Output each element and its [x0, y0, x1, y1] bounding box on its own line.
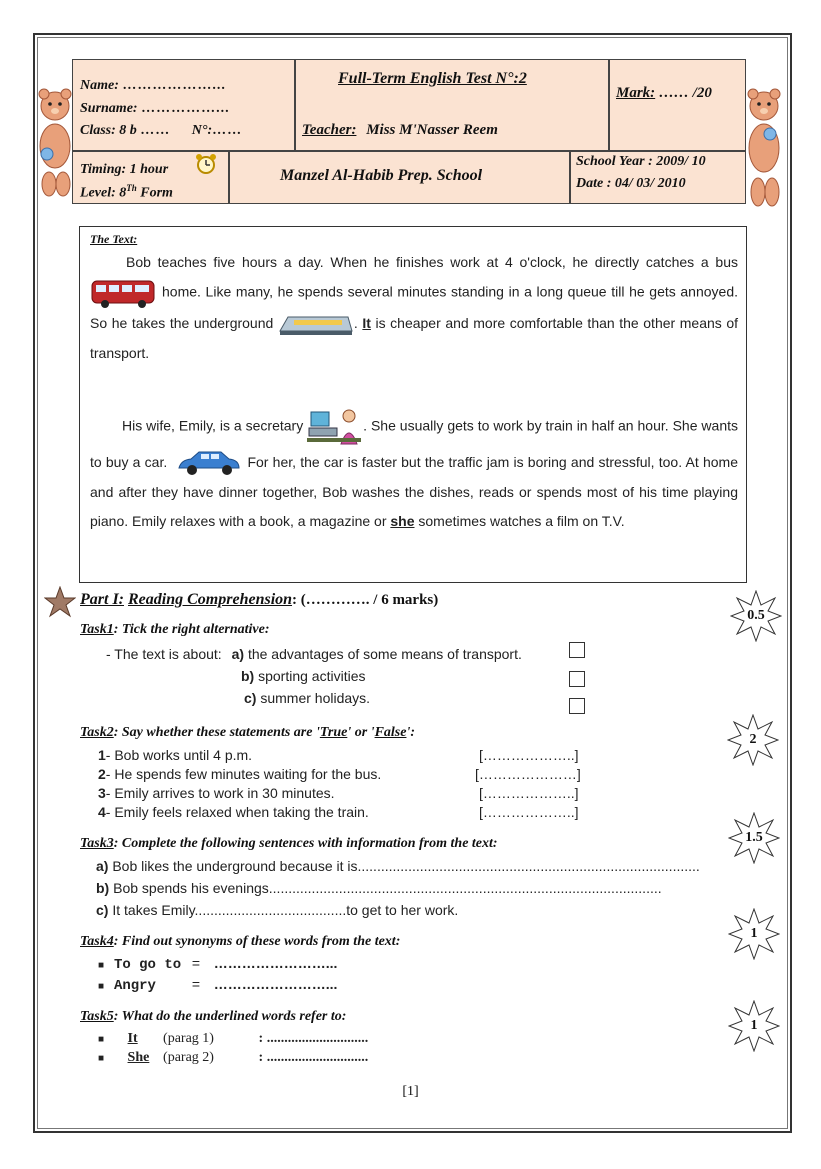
mark-badge-value: 1	[750, 926, 758, 941]
sentence-text: Bob likes the underground because it is........................................................................................	[112, 858, 700, 874]
p1-part-b: home. Like many, he spends several minutes standing in a long queue till he gets annoyed. So he takes the underground	[90, 283, 738, 331]
task-3-heading	[80, 836, 498, 852]
task-1-title: : Tick the right alternative:	[113, 622, 270, 637]
sentence-text: It takes Emily.......................................to get to her work.	[112, 902, 459, 918]
text-title: The Text:	[90, 232, 138, 246]
bus-icon	[90, 277, 158, 309]
synonym-word: Angry	[113, 978, 156, 994]
statement-num: 3	[98, 785, 106, 801]
alarm-clock-icon	[194, 152, 218, 176]
statement-row	[98, 804, 369, 820]
class-label: Class: 8 b	[80, 123, 137, 138]
option-c-row	[244, 690, 370, 706]
complete-sentence-row[interactable]	[96, 880, 662, 896]
mark-badge	[728, 1000, 780, 1052]
page-number: [1]	[402, 1084, 419, 1099]
mark-badge-value: 2	[749, 732, 757, 747]
task-2-false: False	[374, 725, 407, 740]
task-4-title: : Find out synonyms of these words from the text:	[113, 934, 401, 949]
mark-label: Mark:	[616, 85, 656, 101]
star-icon	[44, 586, 76, 618]
level-form: Form	[140, 185, 173, 201]
statement-num: 4	[98, 804, 106, 820]
school-year: School Year : 2009/ 10	[576, 154, 706, 169]
statement-text: - Bob works until 4 p.m.	[105, 747, 253, 763]
statement-text: - Emily feels relaxed when taking the train.	[105, 804, 369, 820]
synonym-row: ■ Angry = ……………………...	[98, 976, 338, 994]
mark-badge	[728, 908, 780, 960]
task-1-heading	[80, 622, 270, 638]
school-name: Manzel Al-Habib Prep. School	[280, 167, 483, 184]
part-1-title: Reading Comprehension	[128, 591, 293, 608]
reference-row: ■ It (parag 1) : .............................	[98, 1031, 369, 1046]
task-2-title-c: ':	[406, 725, 416, 740]
secretary-icon	[307, 406, 363, 448]
surname-line	[80, 101, 230, 117]
option-b-text: sporting activities	[258, 668, 366, 684]
reference-answer[interactable]: : .............................	[258, 1031, 369, 1046]
name-field[interactable]: ………………...	[122, 78, 226, 93]
surname-field[interactable]: ……………...	[141, 101, 230, 116]
option-b-checkbox[interactable]	[569, 671, 585, 687]
teddy-bear-left-icon	[35, 84, 75, 204]
teddy-bear-right-icon	[744, 84, 784, 219]
teacher-line	[302, 122, 498, 139]
synonym-equals: =	[191, 955, 201, 971]
underlined-it: It	[362, 315, 371, 331]
mark-badge-value: 1	[750, 1018, 758, 1033]
mark-badge-value: 1.5	[745, 830, 763, 845]
sentence-letter: a)	[96, 858, 109, 874]
statement-num: 2	[98, 766, 106, 782]
task-4-heading	[80, 934, 400, 950]
paragraph-2: His wife, Emily, is a secretary . She usually gets to work by train in half an hour. She wants to buy a car. For her, the car is faster but the traffic jam is boring and stressful, too. At home and after they have dinner together, Bob washes the dishes, reads or spends most of his time playing piano. Emily relaxes with a book, a magazine or she sometimes watches a film on T.V.	[90, 406, 738, 536]
header-mark-box	[609, 59, 746, 151]
mark-badge	[730, 590, 782, 642]
task-3-title: : Complete the following sentences with information from the text:	[113, 836, 498, 851]
statement-row	[98, 766, 381, 782]
option-b-row	[241, 668, 366, 684]
test-date: Date : 04/ 03/ 2010	[576, 176, 686, 191]
reference-parag: (parag 1)	[163, 1031, 214, 1046]
option-a-letter: a)	[231, 646, 245, 662]
mark-badge-value: 0.5	[747, 608, 765, 623]
task-1-intro: - The text is about:	[106, 646, 222, 662]
task-2-label: Task2	[80, 725, 114, 740]
name-line	[80, 78, 226, 94]
part-1-label: Part I:	[80, 591, 124, 608]
task-3-label: Task3	[80, 836, 114, 851]
test-title: Full-Term English Test N°:2	[338, 70, 527, 87]
surname-label: Surname:	[80, 101, 138, 116]
p2-part-b: She usually gets to work by train in half an hour. She wants to buy a car.	[90, 417, 739, 470]
level-text	[80, 183, 173, 202]
option-b-letter: b)	[241, 668, 255, 684]
option-c-text: summer holidays.	[260, 690, 371, 706]
paragraph-1: Bob teaches five hours a day. When he finishes work at 4 o'clock, he directly catches a bus home. Like many, he spends several minutes standing in a long queue till he gets annoyed. So he takes the underground . It is cheaper and more comfortable than the other means of transport.	[90, 254, 739, 362]
synonym-word: To go to	[113, 957, 182, 973]
part-1-marks: : (…………. / 6 marks)	[292, 592, 439, 608]
p1-part-c: is cheaper and more comfortable than the other means of transport.	[90, 315, 739, 362]
statement-row	[98, 747, 252, 763]
teacher-label: Teacher:	[302, 122, 357, 138]
level-label: Level: 8	[80, 185, 127, 201]
synonym-equals: =	[191, 976, 201, 992]
p1-part-a: Bob teaches five hours a day. When he finishes work at 4 o'clock, he directly catches a bus	[126, 254, 738, 270]
statement-num: 1	[98, 747, 106, 763]
statement-text: - Emily arrives to work in 30 minutes.	[105, 785, 335, 801]
statement-answer[interactable]: [………………..]	[479, 747, 579, 763]
class-line	[80, 123, 242, 139]
car-icon	[175, 448, 243, 478]
timing-text: Timing: 1 hour	[80, 162, 169, 177]
sentence-text: Bob spends his evenings.....................................................................................................	[113, 880, 662, 896]
task-2-true: True	[319, 725, 348, 740]
reference-word: It	[127, 1031, 138, 1046]
task-1-label: Task1	[80, 622, 114, 637]
sentence-letter: c)	[96, 902, 109, 918]
statement-text: - He spends few minutes waiting for the bus.	[105, 766, 382, 782]
mark-badge	[728, 812, 780, 864]
synonym-row: ■ To go to = ……………………...	[98, 955, 338, 973]
task-5-title: : What do the underlined words refer to:	[113, 1009, 347, 1024]
underlined-she: she	[390, 513, 415, 530]
complete-sentence-row[interactable]	[96, 902, 458, 918]
task-2-heading	[80, 725, 415, 741]
task-2-title-a: : Say whether these statements are '	[113, 725, 320, 740]
part-1-heading	[80, 591, 438, 609]
reference-row: ■ She (parag 2) : .............................	[98, 1050, 369, 1065]
p2-part-a: His wife, Emily, is a secretary	[122, 417, 304, 434]
reference-word: She	[127, 1050, 150, 1065]
class-field[interactable]: ……	[140, 123, 171, 138]
option-c-letter: c)	[244, 690, 257, 706]
option-c-checkbox[interactable]	[569, 698, 585, 714]
task-1-intro-row	[106, 646, 522, 662]
statement-answer[interactable]: [………………..]	[479, 785, 579, 801]
complete-sentence-row[interactable]	[96, 858, 700, 874]
name-label: Name:	[80, 78, 119, 93]
option-a-text: the advantages of some means of transport.	[247, 646, 522, 662]
number-field[interactable]: ……	[212, 123, 243, 138]
mark-line	[616, 85, 712, 102]
reference-parag: (parag 2)	[163, 1050, 214, 1065]
level-sup: Th	[126, 183, 137, 193]
teacher-name: Miss M'Nasser Reem	[366, 122, 498, 138]
task-4-label: Task4	[80, 934, 114, 949]
synonym-answer[interactable]: ……………………...	[213, 955, 338, 971]
option-a-checkbox[interactable]	[569, 642, 585, 658]
statement-answer[interactable]: […………………]	[475, 766, 581, 782]
train-icon	[278, 309, 354, 339]
reference-answer[interactable]: : .............................	[258, 1050, 369, 1065]
statement-row	[98, 785, 335, 801]
task-5-label: Task5	[80, 1009, 114, 1024]
mark-badge	[727, 714, 779, 766]
task-5-heading	[80, 1009, 346, 1025]
statement-answer[interactable]: [………………..]	[479, 804, 579, 820]
sentence-letter: b)	[96, 880, 110, 896]
number-label: N°:	[191, 123, 213, 138]
p2-part-d: sometimes watches a film on T.V.	[418, 513, 625, 530]
synonym-answer[interactable]: ……………………...	[213, 976, 338, 992]
task-2-title-b: ' or '	[347, 725, 375, 740]
mark-field[interactable]: …… /20	[658, 85, 712, 101]
p2-part-c: For her, the car is faster but the traffic jam is boring and stressful, too. At home and after they have dinner together, Bob washes the dishes, reads or spends most of his time playing piano. Emily relaxes with a book, a magazine or	[90, 454, 738, 530]
